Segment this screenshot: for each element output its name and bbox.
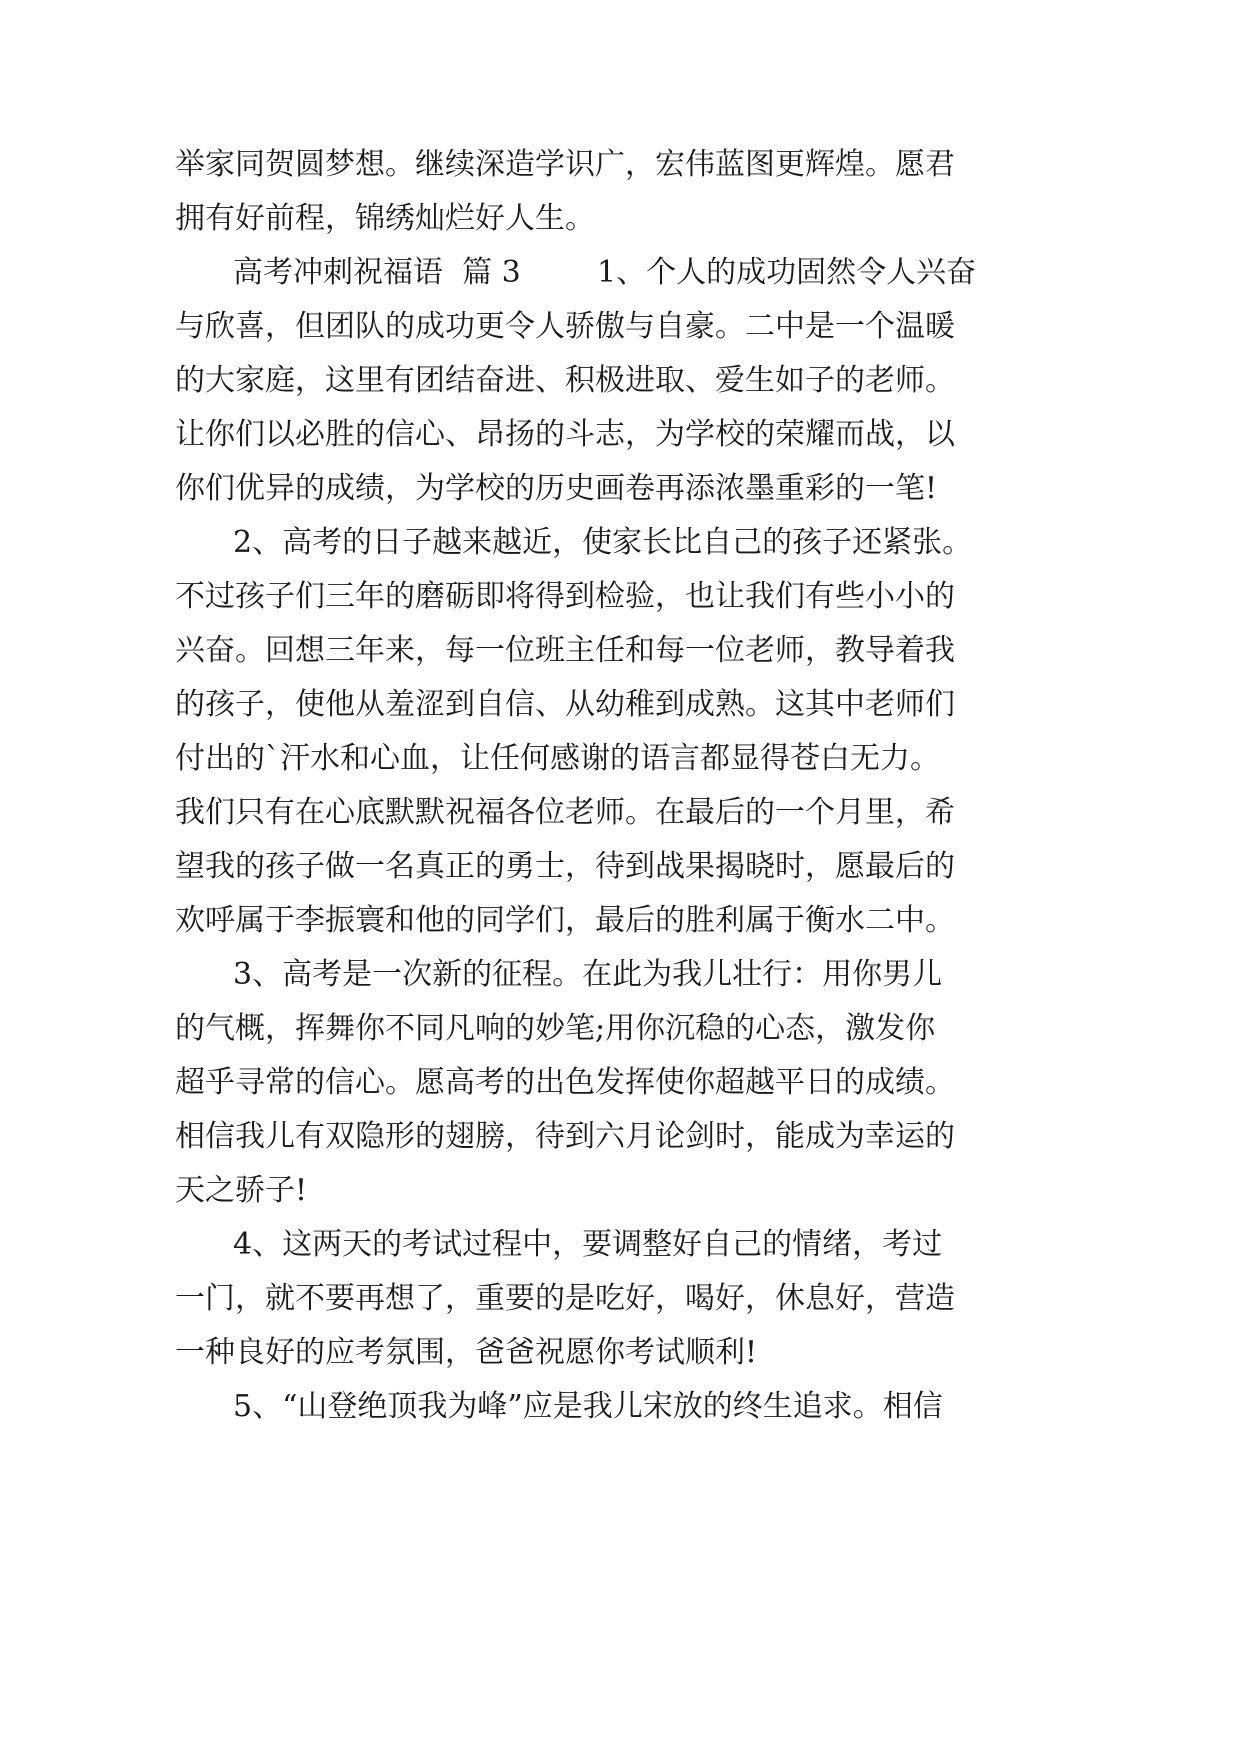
text-line <box>0 523 1241 563</box>
text-line <box>0 631 1241 671</box>
text-line-content: 我们只有在心底默默祝福各位老师。在最后的一个月里，希 <box>175 795 955 830</box>
text-line-content: 举家同贺圆梦想。继续深造学识广，宏伟蓝图更辉煌。愿君 <box>175 147 955 182</box>
text-line-content: 欢呼属于李振寰和他的同学们，最后的胜利属于衡水二中。 <box>175 903 955 938</box>
text-line <box>0 1171 1241 1211</box>
text-line-content: 3、高考是一次新的征程。在此为我儿壮行：用你男儿 <box>233 957 943 992</box>
text-line-content: 一种良好的应考氛围，爸爸祝愿你考试顺利! <box>175 1335 758 1370</box>
text-line <box>0 577 1241 617</box>
text-line <box>0 793 1241 833</box>
text-line-content: 高考冲刺祝福语 篇 3 1、个人的成功固然令人兴奋 <box>233 255 977 290</box>
text-line <box>0 1009 1241 1049</box>
text-line <box>0 901 1241 941</box>
text-line-content: 拥有好前程，锦绣灿烂好人生。 <box>175 201 595 236</box>
text-line <box>0 1333 1241 1373</box>
text-line <box>0 1279 1241 1319</box>
text-line <box>0 1225 1241 1265</box>
text-line-content: 让你们以必胜的信心、昂扬的斗志，为学校的荣耀而战，以 <box>175 417 955 452</box>
text-line <box>0 739 1241 779</box>
text-line <box>0 361 1241 401</box>
text-line-content: 你们优异的成绩，为学校的历史画卷再添浓墨重彩的一笔! <box>175 471 938 506</box>
text-line-content: 的气概，挥舞你不同凡响的妙笔;用你沉稳的心态，激发你 <box>175 1011 936 1046</box>
text-line-content: 天之骄子! <box>175 1173 308 1208</box>
text-line-content: 的大家庭，这里有团结奋进、积极进取、爱生如子的老师。 <box>175 363 955 398</box>
text-line-content: 与欣喜，但团队的成功更令人骄傲与自豪。二中是一个温暖 <box>175 309 955 344</box>
text-line-content: 4、这两天的考试过程中，要调整好自己的情绪，考过 <box>233 1227 943 1262</box>
text-line <box>0 145 1241 185</box>
text-line <box>0 1117 1241 1157</box>
text-line <box>0 415 1241 455</box>
text-line-content: 一门，就不要再想了，重要的是吃好，喝好，休息好，营造 <box>175 1281 955 1316</box>
text-line <box>0 955 1241 995</box>
text-line <box>0 1063 1241 1103</box>
text-line-content: 不过孩子们三年的磨砺即将得到检验，也让我们有些小小的 <box>175 579 955 614</box>
text-line-content: 付出的`汗水和心血，让任何感谢的语言都显得苍白无力。 <box>175 741 940 776</box>
text-line <box>0 847 1241 887</box>
text-line-content: 的孩子，使他从羞涩到自信、从幼稚到成熟。这其中老师们 <box>175 687 955 722</box>
text-line <box>0 199 1241 239</box>
text-line-content: 兴奋。回想三年来，每一位班主任和每一位老师，教导着我 <box>175 633 955 668</box>
text-line-content: 相信我儿有双隐形的翅膀，待到六月论剑时，能成为幸运的 <box>175 1119 955 1154</box>
text-line <box>0 253 1241 293</box>
text-line <box>0 685 1241 725</box>
text-line-content: 望我的孩子做一名真正的勇士，待到战果揭晓时，愿最后的 <box>175 849 955 884</box>
text-line-content: 5、“山登绝顶我为峰”应是我儿宋放的终生追求。相信 <box>233 1389 943 1424</box>
text-line-content: 超乎寻常的信心。愿高考的出色发挥使你超越平日的成绩。 <box>175 1065 955 1100</box>
text-line <box>0 1387 1241 1427</box>
text-line-content: 2、高考的日子越来越近，使家长比自己的孩子还紧张。 <box>233 525 973 560</box>
text-line <box>0 469 1241 509</box>
text-line <box>0 307 1241 347</box>
